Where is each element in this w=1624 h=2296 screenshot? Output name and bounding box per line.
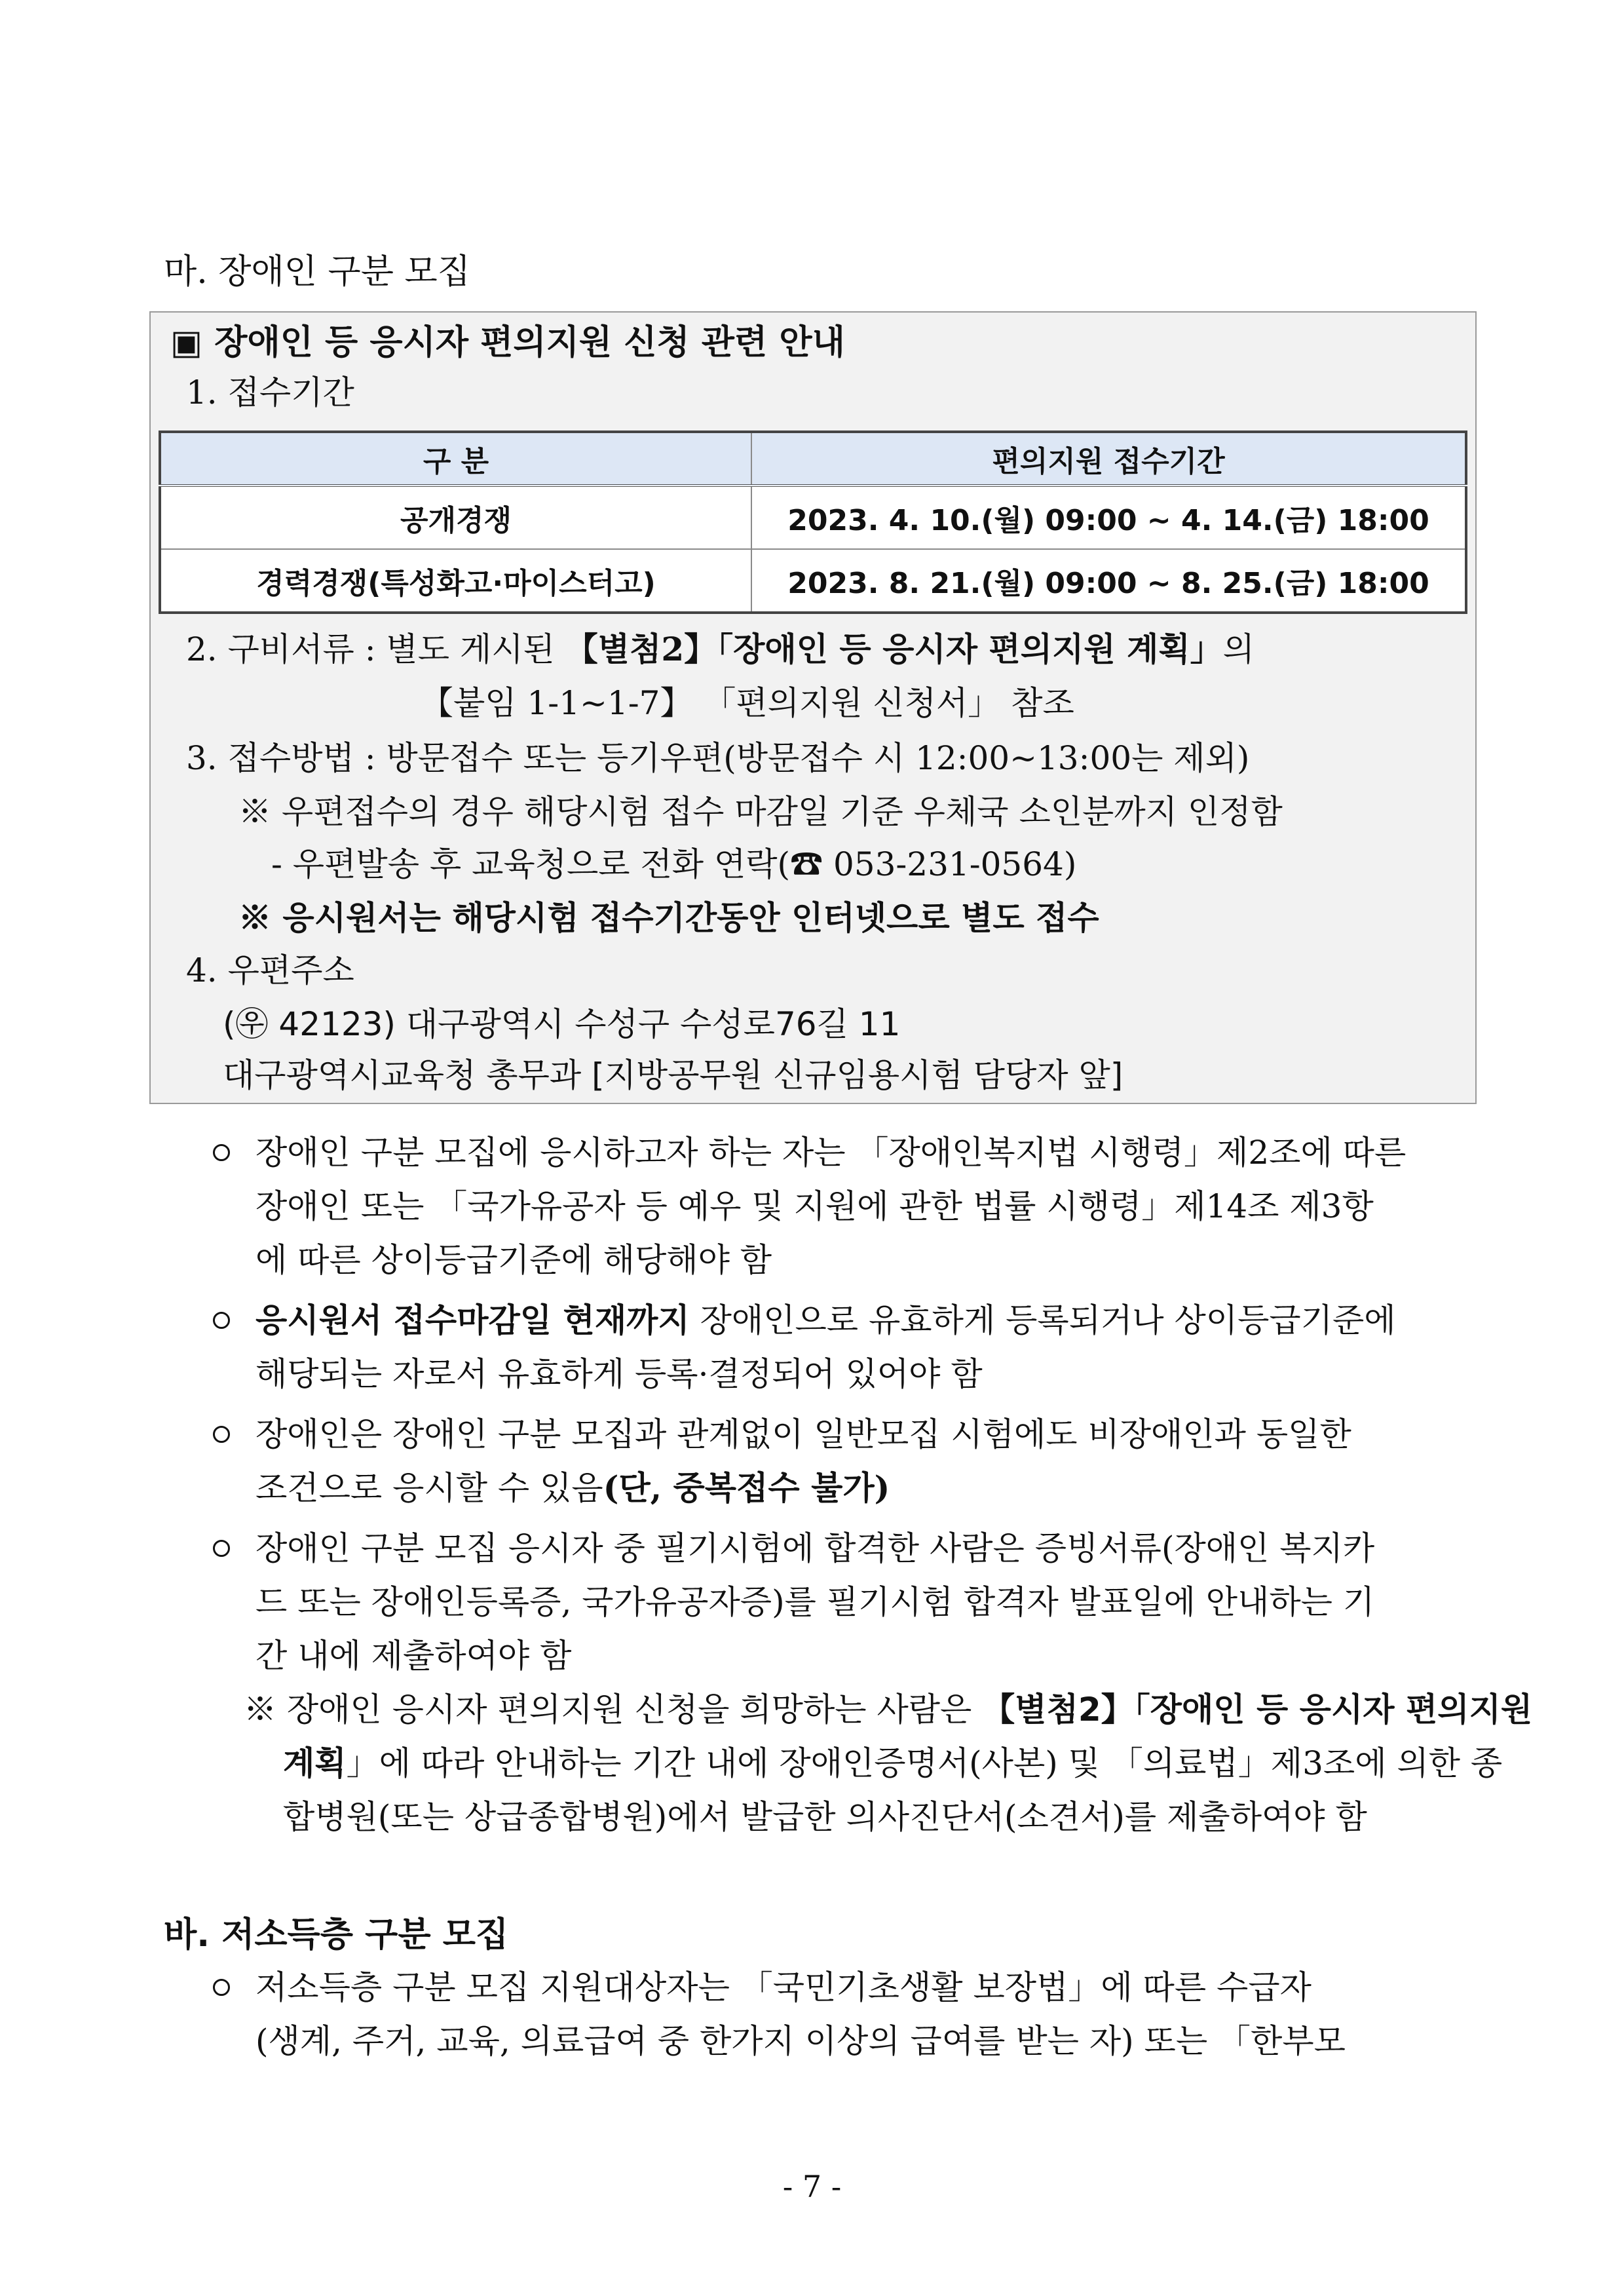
notice-item-3: 3. 접수방법 : 방문접수 또는 등기우편(방문접수 시 12:00~13:00는 제외) bbox=[186, 739, 1250, 777]
notice-note-1: ※ 우편접수의 경우 해당시험 접수 마감일 기준 우체국 소인분까지 인정함 bbox=[238, 793, 1283, 831]
paragraph-line: 드 또는 장애인등록증, 국가유공자증)를 필기시험 합격자 발표일에 안내하는 기 bbox=[255, 1583, 1375, 1621]
bullet-icon bbox=[213, 1144, 230, 1161]
table-cell-category: 공개경쟁 bbox=[160, 486, 751, 549]
note-bold-text: 【별첨2】「장애인 등 응시자 편의지원 bbox=[982, 1691, 1533, 1729]
section-title-disabled: 마. 장애인 구분 모집 bbox=[164, 252, 470, 292]
table-cell-period: 2023. 4. 10.(월) 09:00 ~ 4. 14.(금) 18:00 bbox=[751, 486, 1466, 549]
notice-item-1: 1. 접수기간 bbox=[186, 373, 354, 411]
page-number: - 7 - bbox=[782, 2169, 842, 2204]
notice-note-2: - 우편발송 후 교육청으로 전화 연락(☎ 053-231-0564) bbox=[271, 845, 1077, 883]
notice-box bbox=[149, 311, 1477, 1104]
table-header-row bbox=[160, 432, 1466, 486]
paragraph-line: 장애인 구분 모집에 응시하고자 하는 자는 「장애인복지법 시행령」제2조에 따른 bbox=[255, 1134, 1407, 1172]
section-title-low-income: 바. 저소득층 구분 모집 bbox=[164, 1915, 509, 1955]
notice-item-4: 4. 우편주소 bbox=[186, 951, 354, 989]
table-header-category: 구 분 bbox=[160, 432, 751, 486]
table-cell-category: 경력경쟁(특성화고·마이스터고) bbox=[160, 549, 751, 613]
paragraph-text: 장애인으로 유효하게 등록되거나 상이등급기준에 bbox=[689, 1301, 1396, 1339]
notice-item-2-line-2: 【붙임 1-1~1-7】 「편의지원 신청서」 참조 bbox=[421, 684, 1074, 722]
notice-item-2-bold: 【별첨2】「장애인 등 응시자 편의지원 계획」 bbox=[565, 630, 1223, 668]
note-line bbox=[244, 1687, 1532, 1732]
table-row bbox=[160, 486, 1466, 549]
notice-item-2-text: 2. 구비서류 : 별도 게시된 bbox=[186, 630, 565, 668]
paragraph-line: 해당되는 자로서 유효하게 등록·결정되어 있어야 함 bbox=[255, 1355, 983, 1393]
paragraph-text: 조건으로 응시할 수 있음 bbox=[255, 1469, 603, 1507]
note-line bbox=[283, 1740, 1502, 1786]
paragraph-line: 장애인은 장애인 구분 모집과 관계없이 일반모집 시험에도 비장애인과 동일한 bbox=[255, 1415, 1351, 1453]
table-row bbox=[160, 549, 1466, 613]
paragraph-line: 장애인 또는 「국가유공자 등 예우 및 지원에 관한 법률 시행령」제14조 제3항 bbox=[255, 1187, 1374, 1225]
note-text: 」에 따라 안내하는 기간 내에 장애인증명서(사본) 및 「의료법」제3조에 의한 종 bbox=[346, 1744, 1503, 1782]
bullet-icon bbox=[213, 1312, 230, 1329]
period-table bbox=[159, 430, 1467, 614]
bullet-icon bbox=[213, 1540, 230, 1557]
notice-item-2-suffix: 의 bbox=[1222, 630, 1255, 668]
postal-address-line-2: 대구광역시교육청 총무과 [지방공무원 신규임용시험 담당자 앞] bbox=[223, 1056, 1124, 1094]
paragraph-line: 간 내에 제출하여야 함 bbox=[255, 1637, 572, 1675]
note-bold-text: 계획 bbox=[283, 1744, 347, 1782]
paragraph-line: 에 따른 상이등급기준에 해당해야 함 bbox=[255, 1241, 772, 1279]
notice-note-3: ※ 응시원서는 해당시험 접수기간동안 인터넷으로 별도 접수 bbox=[238, 898, 1099, 937]
paragraph-line bbox=[255, 1465, 890, 1511]
paragraph-bold-text: (단, 중복접수 불가) bbox=[603, 1468, 890, 1507]
table-cell-period: 2023. 8. 21.(월) 09:00 ~ 8. 25.(금) 18:00 bbox=[751, 549, 1466, 613]
paragraph-line: (생계, 주거, 교육, 의료급여 중 한가지 이상의 급여를 받는 자) 또는 「한부모 bbox=[255, 2022, 1346, 2060]
note-text: ※ 장애인 응시자 편의지원 신청을 희망하는 사람은 bbox=[244, 1691, 983, 1729]
notice-heading: ▣ 장애인 등 응시자 편의지원 신청 관련 안내 bbox=[170, 323, 845, 362]
notice-item-2 bbox=[186, 627, 1255, 672]
paragraph-line: 장애인 구분 모집 응시자 중 필기시험에 합격한 사람은 증빙서류(장애인 복지카 bbox=[255, 1529, 1375, 1567]
postal-address-line-1: (㉾ 42123) 대구광역시 수성구 수성로76길 11 bbox=[223, 1005, 901, 1043]
table-header-period: 편의지원 접수기간 bbox=[751, 432, 1466, 486]
bullet-icon bbox=[213, 1426, 230, 1443]
paragraph-bold-text: 응시원서 접수마감일 현재까지 bbox=[255, 1301, 690, 1339]
note-line: 합병원(또는 상급종합병원)에서 발급한 의사진단서(소견서)를 제출하여야 함 bbox=[283, 1798, 1367, 1836]
paragraph-line bbox=[255, 1297, 1396, 1343]
bullet-icon bbox=[213, 1979, 230, 1996]
paragraph-line: 저소득층 구분 모집 지원대상자는 「국민기초생활 보장법」에 따른 수급자 bbox=[255, 1968, 1312, 2006]
